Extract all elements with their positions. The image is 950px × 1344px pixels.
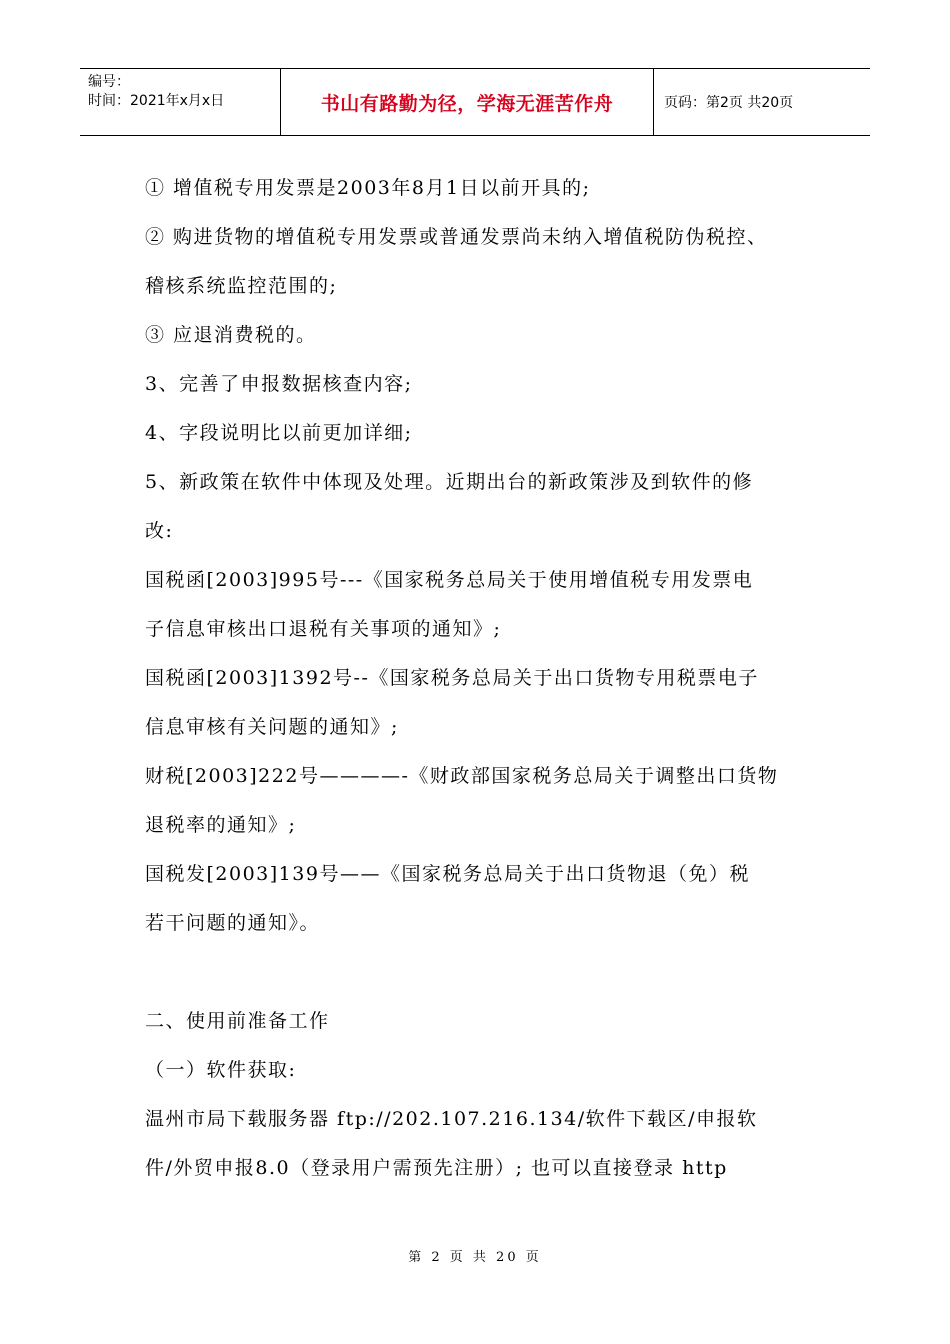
document-time-label: 时间：2021年x月x日 [88, 93, 225, 109]
body-line: 温州市局下载服务器 ftp://202.107.216.134/软件下载区/申报软 [145, 1108, 758, 1130]
body-line: ③ 应退消费税的。 [145, 324, 317, 346]
body-line: 3、完善了申报数据核查内容; [145, 373, 413, 395]
page-footer: 第 2 页 共 20 页 [408, 1250, 542, 1265]
section-heading: 二、使用前准备工作 [145, 1010, 330, 1032]
body-line: 信息审核有关问题的通知》; [145, 716, 399, 738]
body-line: 稽核系统监控范围的; [145, 275, 338, 297]
body-line: 子信息审核出口退税有关事项的通知》; [145, 618, 502, 640]
body-line: 5、新政策在软件中体现及处理。近期出台的新政策涉及到软件的修 [145, 471, 754, 493]
body-line: 国税发[2003]139号——《国家税务总局关于出口货物退（免）税 [145, 863, 750, 885]
header-motto-cell [281, 69, 654, 135]
body-line: 退税率的通知》; [145, 814, 297, 836]
header-page-info: 页码：第2页 共20页 [664, 95, 794, 111]
body-line: 若干问题的通知》。 [145, 912, 321, 934]
page-header [80, 68, 870, 136]
header-meta-cell [80, 69, 281, 135]
body-line: 国税函[2003]995号---《国家税务总局关于使用增值税专用发票电 [145, 569, 754, 591]
document-number-label: 编号： [88, 74, 130, 90]
body-line: ① 增值税专用发票是2003年8月1日以前开具的; [145, 177, 591, 199]
body-line: 改: [145, 520, 174, 542]
document-body [145, 164, 825, 1193]
header-motto: 书山有路勤为径，学海无涯苦作舟 [320, 92, 614, 115]
body-line: 财税[2003]222号————-《财政部国家税务总局关于调整出口货物 [145, 765, 779, 787]
body-line: ② 购进货物的增值税专用发票或普通发票尚未纳入增值税防伪税控、 [145, 226, 768, 248]
body-line: 国税函[2003]1392号--《国家税务总局关于出口货物专用税票电子 [145, 667, 759, 689]
header-page-cell [654, 69, 870, 135]
body-line: 4、字段说明比以前更加详细; [145, 422, 413, 444]
subsection-heading: （一）软件获取: [145, 1059, 297, 1081]
body-blank-line [145, 948, 825, 997]
body-line: 件/外贸申报8.0（登录用户需预先注册）; 也可以直接登录 http [145, 1157, 728, 1179]
